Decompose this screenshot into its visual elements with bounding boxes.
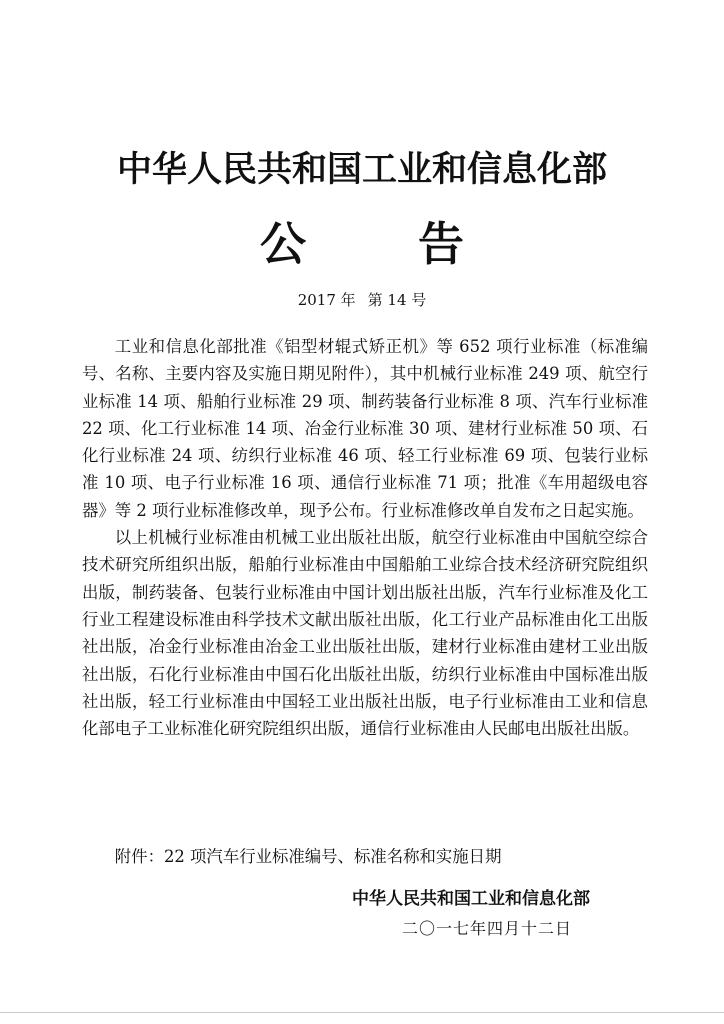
body-paragraph-approval: 工业和信息化部批准《铝型材辊式矫正机》等 652 项行业标准（标准编号、名称、主要内容及实施日期见附件），其中机械行业标准 249 项、航空行业标准 14 项、船舶行业标准 29 项、制药装备行业标准 8 项、汽车行业标准 22 项、化工行业标准 14 项、冶金行业标准 30 项、建材行业标准 50 项、石化行业标准 24 项、纺织行业标准 46 项、轻工行业标准 69 项、包装行业标准 10 项、电子行业标准 16 项、通信行业标准 71 项；批准《车用超级电容器》等 2 项行业标准修改单，现予公布。行业标准修改单自发布之日起实施。: [82, 337, 648, 520]
document-type-char-1: 公: [260, 217, 306, 271]
body-paragraph-publishers: 以上机械行业标准由机械工业出版社出版，航空行业标准由中国航空综合技术研究所组织出版，船舶行业标准由中国船舶工业综合技术经济研究院组织出版，制药装备、包装行业标准由中国计划出版社出版，汽车行业标准及化工行业工程建设标准由科学技术文献出版社出版，化工行业产品标准由化工出版社出版，冶金行业标准由冶金工业出版社出版，建材行业标准由建材工业出版社出版，石化行业标准由中国石化出版社出版，纺织行业标准由中国标准出版社出版，轻工行业标准由中国轻工业出版社出版，电子行业标准由工业和信息化部电子工业标准化研究院组织出版，通信行业标准由人民邮电出版社出版。: [82, 528, 648, 739]
announcement-body: [82, 333, 648, 742]
issue-number: [0, 289, 724, 311]
signer-organization: 中华人民共和国工业和信息化部: [352, 889, 590, 909]
signature-date: 二〇一七年四月十二日: [401, 919, 572, 938]
page-bottom-rule: [0, 1012, 724, 1013]
issuer-title: 中华人民共和国工业和信息化部: [116, 150, 607, 190]
issue-sequence: 第 14 号: [367, 291, 427, 309]
document-type-heading: [0, 214, 724, 274]
document-type-char-2: 告: [418, 217, 464, 271]
issue-year: 2017 年: [297, 291, 356, 309]
attachment-note: 附件：22 项汽车行业标准编号、标准名称和实施日期: [114, 847, 502, 866]
